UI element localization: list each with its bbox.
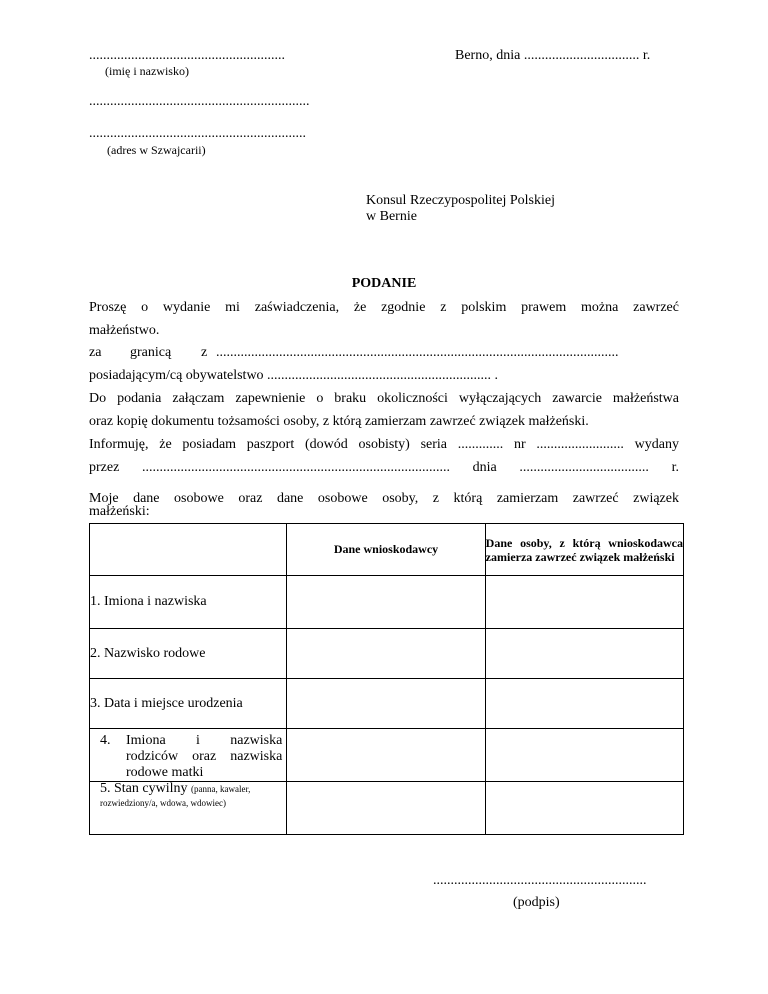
signature-caption: (podpis) [513, 895, 560, 910]
civil-status-label: 5. Stan cywilny [100, 781, 188, 796]
paragraph-3-line-1: Informuję, że posiadam paszport (dowód osobisty) seria ............. nr ......................... wydany [89, 437, 679, 452]
recipient-line-1: Konsul Rzeczypospolitej Polskiej [366, 193, 555, 208]
row-label-parents-text: Imiona i nazwiska rodziców oraz nazwiska rodowe matki [126, 733, 283, 780]
table-row [90, 729, 684, 782]
paragraph-3-line-2: przez ........................................................................................ dnia ..................................... r. [89, 460, 679, 475]
row-label-birth: 3. Data i miejsce urodzenia [90, 679, 287, 729]
personal-data-table [89, 523, 684, 835]
word-granica: granicą [130, 345, 172, 360]
word-za: za [89, 345, 102, 360]
partner-birth-cell[interactable] [485, 679, 683, 729]
paragraph-2-line-2: oraz kopię dokumentu tożsamości osoby, z którą zamierzam zawrzeć związek małżeński. [89, 414, 589, 429]
applicant-birth-cell[interactable] [287, 679, 485, 729]
paragraph-1-line-4: posiadającym/cą obywatelstwo ................................................................ . [89, 368, 499, 383]
row-label-civil-status [90, 782, 287, 835]
partner-civil-status-cell[interactable] [485, 782, 683, 835]
paragraph-4-line-2: małżeński: [89, 504, 150, 519]
row-label-parents-num: 4. [100, 733, 111, 748]
name-caption: (imię i nazwisko) [105, 64, 189, 78]
row-label-maiden-name: 2. Nazwisko rodowe [90, 629, 287, 679]
word-z: z [201, 345, 208, 360]
row-label-names: 1. Imiona i nazwiska [90, 576, 287, 629]
applicant-names-cell[interactable] [287, 576, 485, 629]
table-row [90, 629, 684, 679]
document-title: PODANIE [351, 276, 417, 291]
header-partner: Dane osoby, z którą wnioskodawca zamierza zawrzeć związek małżeński [485, 524, 683, 576]
name-line: ........................................................ [89, 48, 285, 63]
partner-maiden-name-cell[interactable] [485, 629, 683, 679]
header-applicant: Dane wnioskodawcy [287, 524, 485, 576]
header-cell-empty [90, 524, 287, 576]
paragraph-4-line-1: Moje dane osobowe oraz dane osobowe osoby, z którą zamierzam zawrzeć związek [89, 491, 679, 506]
applicant-maiden-name-cell[interactable] [287, 629, 485, 679]
table-header-row [90, 524, 684, 576]
signature-line: ............................................................. [433, 873, 647, 888]
table-row [90, 679, 684, 729]
address-caption: (adres w Szwajcarii) [107, 143, 206, 157]
country-dots: ................................................................................................................... [216, 345, 619, 360]
address-line-1: ............................................................... [89, 94, 310, 109]
place-date: Berno, dnia ................................. r. [455, 48, 651, 63]
paragraph-1-line-1: Proszę o wydanie mi zaświadczenia, że zgodnie z polskim prawem można zawrzeć [89, 300, 679, 315]
recipient-line-2: w Bernie [366, 209, 417, 224]
paragraph-2-line-1: Do podania załączam zapewnienie o braku okoliczności wyłączających zawarcie małżeństwa [89, 391, 679, 406]
civil-status-note: (panna, kawaler, rozwiedziony/a, wdowa, wdowiec) [100, 784, 251, 808]
partner-names-cell[interactable] [485, 576, 683, 629]
address-line-2: .............................................................. [89, 126, 306, 141]
partner-parents-cell[interactable] [485, 729, 683, 782]
row-label-parents [90, 729, 287, 782]
applicant-parents-cell[interactable] [287, 729, 485, 782]
table-row [90, 576, 684, 629]
applicant-civil-status-cell[interactable] [287, 782, 485, 835]
table-row [90, 782, 684, 835]
paragraph-1-line-2: małżeństwo. [89, 323, 160, 338]
row-label-parents-wrap [100, 733, 282, 781]
